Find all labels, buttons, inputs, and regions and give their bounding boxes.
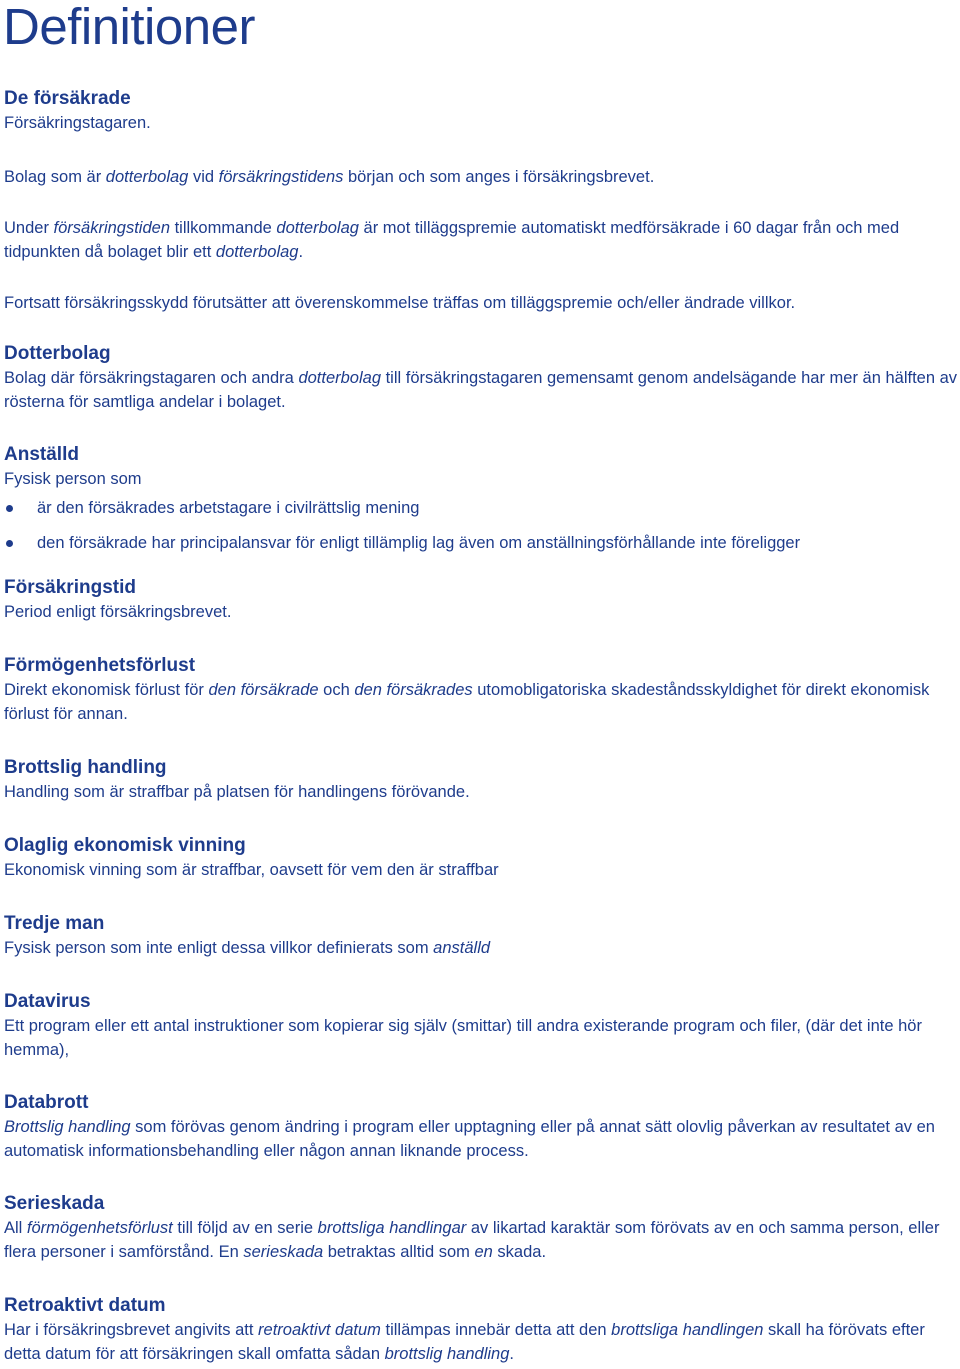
section-heading: Försäkringstid	[4, 577, 136, 598]
bullet-icon	[6, 540, 13, 547]
definition-text: Fortsatt försäkringsskydd förutsätter att överenskommelse träffas om tilläggspremie och/eller ändrade villkor.	[4, 294, 796, 312]
section-retroaktivt-datum	[4, 1294, 959, 1366]
definition-text: Ett program eller ett antal instruktioner som kopierar sig själv (smittar) till andra existerande program och filer, (där det inte hör hemma),	[4, 1017, 922, 1059]
definition-text: Bolag som är dotterbolag vid försäkringstidens början och som anges i försäkringsbrevet.	[4, 168, 655, 186]
page-title: Definitioner	[3, 0, 255, 55]
paragraph	[4, 165, 959, 189]
definition-text: All förmögenhetsförlust till följd av en serie brottsliga handlingar av likartad karaktär som förövats av en och samma person, eller flera personer i samförstånd. En serieskada betraktas alltid som en skada.	[4, 1219, 940, 1261]
section-forsakringstid	[4, 576, 959, 624]
section-heading: Anställd	[4, 444, 79, 465]
section-de-forsakrade	[4, 87, 959, 135]
definition-text: Har i försäkringsbrevet angivits att retroaktivt datum tillämpas innebär detta att den brottsliga handlingen skall ha förövats efter detta datum för att försäkringen skall omfatta sådan brottslig handling.	[4, 1321, 925, 1363]
section-heading: Databrott	[4, 1092, 89, 1113]
section-serieskada	[4, 1192, 959, 1264]
definition-text: Period enligt försäkringsbrevet.	[4, 603, 232, 621]
section-heading: Tredje man	[4, 913, 105, 934]
section-heading: De försäkrade	[4, 88, 131, 109]
definition-text: Under försäkringstiden tillkommande dotterbolag är mot tilläggspremie automatiskt medförsäkrade i 60 dagar från och med tidpunkten då bolaget blir ett dotterbolag.	[4, 219, 900, 261]
section-brottslig-handling	[4, 756, 959, 804]
definition-text: Ekonomisk vinning som är straffbar, oavsett för vem den är straffbar	[4, 861, 499, 879]
section-anstalld	[4, 443, 959, 566]
bullet-icon	[6, 505, 13, 512]
definition-text: Bolag där försäkringstagaren och andra dotterbolag till försäkringstagaren gemensamt genom andelsägande har mer än hälften av rösterna för samtliga andelar i bolaget.	[4, 369, 958, 411]
definition-text: Fysisk person som	[4, 470, 142, 488]
definition-text: Direkt ekonomisk förlust för den försäkrade och den försäkrades utomobligatoriska skadeståndsskyldighet för direkt ekonomisk förlust för annan.	[4, 681, 930, 723]
section-olaglig-ekonomisk-vinning	[4, 834, 959, 882]
definition-text: Fysisk person som inte enligt dessa villkor definierats som anställd	[4, 939, 491, 957]
section-heading: Dotterbolag	[4, 343, 111, 364]
section-heading: Serieskada	[4, 1193, 105, 1214]
section-heading: Brottslig handling	[4, 757, 167, 778]
definition-text: Brottslig handling som förövas genom ändring i program eller upptagning eller på annat sätt olovlig påverkan av resultatet av en automatisk informationsbehandling eller någon annan liknande process.	[4, 1118, 935, 1160]
section-heading: Retroaktivt datum	[4, 1295, 166, 1316]
section-heading: Förmögenhetsförlust	[4, 655, 196, 676]
section-dotterbolag	[4, 342, 959, 414]
section-heading: Olaglig ekonomisk vinning	[4, 835, 246, 856]
section-formogenhetsforlust	[4, 654, 959, 726]
definition-text: Handling som är straffbar på platsen för handlingens förövande.	[4, 783, 470, 801]
section-tredje-man	[4, 912, 959, 960]
section-databrott	[4, 1091, 959, 1163]
definition-text: Försäkringstagaren.	[4, 114, 151, 132]
section-heading: Datavirus	[4, 991, 91, 1012]
section-datavirus	[4, 990, 959, 1062]
list-item: den försäkrade har principalansvar för enligt tillämplig lag även om anställningsförhållande inte föreligger	[4, 531, 959, 555]
paragraph	[4, 216, 959, 264]
bullet-list	[4, 496, 959, 555]
list-item: är den försäkrades arbetstagare i civilrättslig mening	[4, 496, 959, 520]
paragraph	[4, 291, 959, 315]
